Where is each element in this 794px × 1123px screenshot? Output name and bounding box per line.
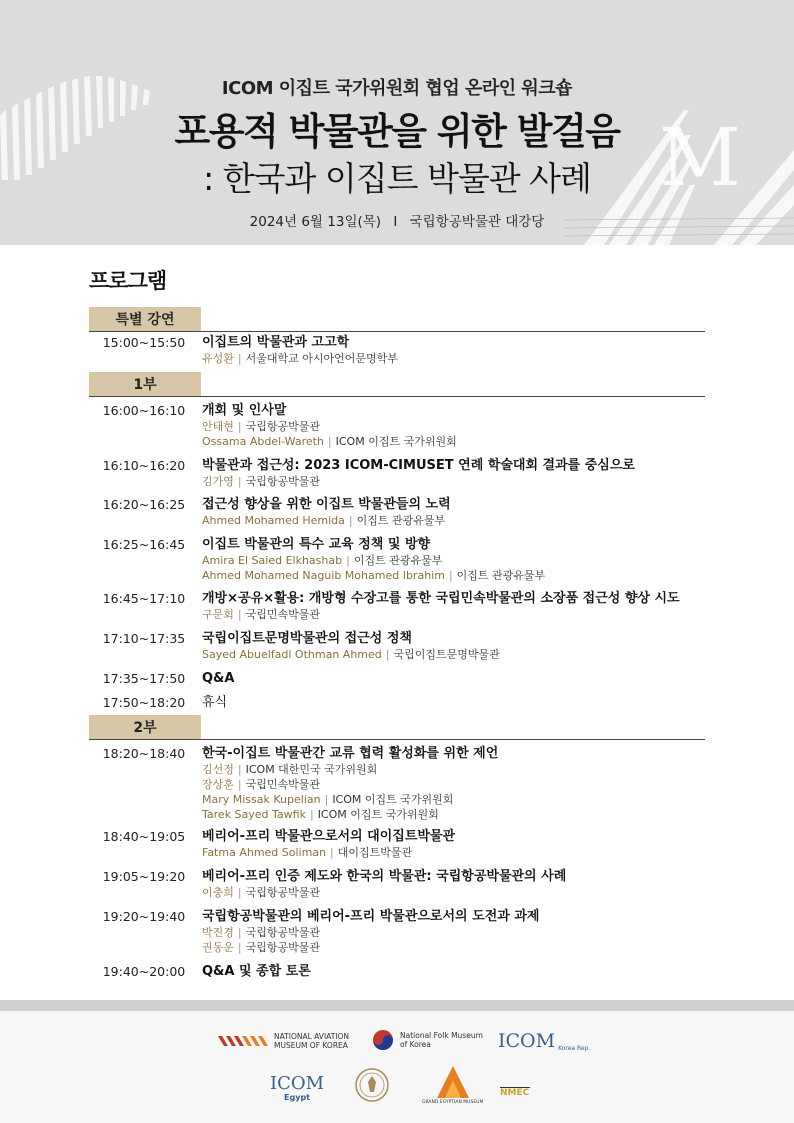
session-content (202, 694, 705, 711)
gem-triangle-icon (433, 1062, 473, 1100)
speaker-affiliation: 이집트 관광유물부 (356, 514, 446, 527)
speaker-name: 안태현 (202, 420, 234, 433)
session-content (202, 670, 705, 687)
session-content (202, 908, 705, 955)
session-title: 국립항공박물관의 베리어-프리 박물관으로서의 도전과 과제 (202, 909, 540, 924)
speaker-line (202, 568, 705, 583)
icom-korea-wordmark: ICOM (498, 1030, 556, 1052)
speaker-separator: | (237, 778, 242, 791)
section-part2-tab: 2부 (89, 715, 201, 739)
speaker-name: Ahmed Mohamed Hemida (202, 514, 345, 527)
session-time: 16:20~16:25 (102, 497, 186, 512)
session-time: 19:20~19:40 (102, 909, 186, 924)
session-time: 17:50~18:20 (102, 695, 186, 710)
footer-logos (0, 1000, 794, 1123)
speaker-line (202, 807, 705, 822)
speaker-name: 장상훈 (202, 778, 234, 791)
speaker-name: Mary Missak Kupelian (202, 793, 321, 806)
speaker-name: Amira El Saied Elkhashab (202, 554, 343, 567)
session-content (202, 402, 705, 449)
session-time: 19:40~20:00 (102, 964, 186, 979)
section-divider (89, 331, 705, 332)
speaker-separator: | (385, 648, 390, 661)
section-part1-tab: 1부 (89, 372, 201, 396)
session-content (202, 745, 705, 822)
speaker-affiliation: 국립항공박물관 (245, 926, 320, 939)
speaker-separator: | (237, 886, 242, 899)
session-title: 접근성 향상을 위한 이집트 박물관들의 노력 (202, 497, 451, 512)
page-subtitle: : 한국과 이집트 박물관 사례 (203, 159, 591, 198)
session-time: 17:35~17:50 (102, 671, 186, 686)
session-title: 개회 및 인사말 (202, 403, 287, 418)
session-content (202, 496, 705, 528)
session-content (202, 457, 705, 489)
session-title: Q&A 및 종합 토론 (202, 964, 311, 979)
speaker-name: 박진경 (202, 926, 234, 939)
speaker-affiliation: 국립민속박물관 (245, 778, 320, 791)
session-time: 16:10~16:20 (102, 458, 186, 473)
folk-museum-logo (372, 1029, 484, 1051)
speaker-line (202, 553, 705, 568)
section-divider (89, 396, 705, 397)
speaker-affiliation: ICOM 이집트 국가위원회 (335, 435, 457, 448)
session-content (202, 868, 705, 900)
nmec-logo (500, 1074, 530, 1098)
session-content (202, 334, 705, 366)
speaker-name: 구문회 (202, 608, 234, 621)
session-time: 17:10~17:35 (102, 631, 186, 646)
speaker-affiliation: ICOM 대한민국 국가위원회 (245, 763, 378, 776)
session-title: 휴식 (202, 695, 228, 710)
icom-egypt-logo (270, 1075, 324, 1102)
speaker-affiliation: 국립이집트문명박물관 (393, 648, 500, 661)
speaker-line (202, 607, 705, 622)
session-time: 16:45~17:10 (102, 591, 186, 606)
speaker-affiliation: 이집트 관광유물부 (353, 554, 443, 567)
session-title: 박물관과 접근성: 2023 ICOM-CIMUSET 연례 학술대회 결과를 중심으로 (202, 458, 635, 473)
session-time: 16:00~16:10 (102, 403, 186, 418)
speaker-affiliation: ICOM 이집트 국가위원회 (317, 808, 439, 821)
event-date-venue (0, 210, 794, 230)
speaker-line (202, 792, 705, 807)
speaker-name: 이충희 (202, 886, 234, 899)
session-title: 베리어-프리 인증 제도와 한국의 박물관: 국립항공박물관의 사례 (202, 869, 567, 884)
speaker-affiliation: 국립항공박물관 (245, 420, 320, 433)
speaker-line (202, 925, 705, 940)
gem-name: GRAND EGYPTIAN MUSEUM (422, 1100, 484, 1105)
seal-icon (355, 1068, 389, 1102)
speaker-separator: | (324, 793, 329, 806)
section-special-tab: 특별 강연 (89, 307, 201, 331)
speaker-affiliation: 국립항공박물관 (245, 941, 320, 954)
speaker-separator: | (309, 808, 314, 821)
gem-logo (422, 1062, 483, 1105)
nmec-arabic-mark (500, 1074, 530, 1088)
session-time: 19:05~19:20 (102, 869, 186, 884)
icom-egypt-sub: Egypt (284, 1093, 311, 1102)
session-title: 국립이집트문명박물관의 접근성 정책 (202, 631, 412, 646)
speaker-affiliation: 이집트 관광유물부 (456, 569, 546, 582)
speaker-line (202, 434, 705, 449)
session-content (202, 590, 705, 622)
speaker-line (202, 513, 705, 528)
speaker-name: 유성환 (202, 352, 234, 365)
event-venue: 국립항공박물관 대강당 (409, 214, 545, 230)
session-time: 18:20~18:40 (102, 746, 186, 761)
session-content (202, 536, 705, 583)
session-title: 베리어-프리 박물관으로서의 대이집트박물관 (202, 829, 456, 844)
session-title: 개방×공유×활용: 개방형 수장고를 통한 국립민속박물관의 소장품 접근성 향상 시도 (202, 591, 680, 606)
session-content (202, 828, 705, 860)
session-time: 16:25~16:45 (102, 537, 186, 552)
nmec-wordmark: NMEC (500, 1088, 530, 1098)
session-content (202, 630, 705, 662)
session-title: 이집트의 박물관과 고고학 (202, 335, 350, 350)
footer-bar (0, 1000, 794, 1011)
speaker-separator: | (448, 569, 453, 582)
speaker-name: Sayed Abuelfadl Othman Ahmed (202, 648, 382, 661)
speaker-name: 권동운 (202, 941, 234, 954)
speaker-separator: | (237, 352, 242, 365)
folk-museum-name: National Folk Museum of Korea (400, 1031, 483, 1049)
divider: I (393, 214, 398, 230)
speaker-name: Fatma Ahmed Soliman (202, 846, 327, 859)
program-heading: 프로그램 (89, 269, 167, 293)
speaker-name: 김선정 (202, 763, 234, 776)
speaker-line (202, 351, 705, 366)
session-time: 18:40~19:05 (102, 829, 186, 844)
speaker-affiliation: 국립항공박물관 (245, 475, 320, 488)
speaker-affiliation: 서울대학교 아시아언어문명학부 (245, 352, 398, 365)
speaker-name: Tarek Sayed Tawfik (202, 808, 306, 821)
speaker-affiliation: ICOM 이집트 국가위원회 (332, 793, 454, 806)
aviation-wing-icon (218, 1034, 270, 1048)
session-title: 이집트 박물관의 특수 교육 정책 및 방향 (202, 537, 431, 552)
session-content (202, 963, 705, 980)
speaker-line (202, 419, 705, 434)
speaker-separator: | (237, 420, 242, 433)
aviation-museum-logo (218, 1032, 364, 1050)
section-divider (89, 739, 705, 740)
taegeuk-icon (372, 1029, 394, 1051)
speaker-line (202, 777, 705, 792)
speaker-separator: | (237, 763, 242, 776)
speaker-separator: | (348, 514, 353, 527)
session-title: 한국-이집트 박물관간 교류 협력 활성화를 위한 제언 (202, 746, 499, 761)
speaker-affiliation: 국립민속박물관 (245, 608, 320, 621)
speaker-separator: | (327, 435, 332, 448)
speaker-separator: | (237, 926, 242, 939)
icom-korea-sub: Korea Rep. (558, 1044, 591, 1052)
speaker-name: Ossama Abdel-Wareth (202, 435, 324, 448)
speaker-name: 김가영 (202, 475, 234, 488)
speaker-line (202, 885, 705, 900)
speaker-affiliation: 대이집트박물관 (337, 846, 413, 859)
speaker-separator: | (330, 846, 334, 859)
icom-korea-logo (498, 1030, 590, 1052)
aviation-museum-name: NATIONAL AVIATION MUSEUM OF KOREA (274, 1032, 350, 1050)
egypt-ministry-seal (355, 1068, 389, 1102)
speaker-affiliation: 국립항공박물관 (245, 886, 320, 899)
header-banner (0, 0, 794, 245)
event-subtitle: ICOM 이집트 국가위원회 협업 온라인 워크숍 (221, 78, 573, 99)
svg-text:M: M (659, 111, 741, 204)
speaker-line (202, 762, 705, 777)
session-time: 15:00~15:50 (102, 335, 186, 350)
speaker-name: Ahmed Mohamed Naguib Mohamed Ibrahim (202, 569, 445, 582)
speaker-line (202, 647, 705, 662)
speaker-line (202, 474, 705, 489)
page-title: 포용적 박물관을 위한 발걸음 (174, 110, 620, 153)
session-title: Q&A (202, 671, 235, 686)
speaker-line (202, 845, 705, 860)
speaker-separator: | (237, 608, 242, 621)
icom-egypt-wordmark: ICOM (270, 1073, 325, 1094)
speaker-line (202, 940, 705, 955)
speaker-separator: | (237, 475, 242, 488)
speaker-separator: | (237, 941, 242, 954)
event-date: 2024년 6월 13일(목) (249, 214, 382, 230)
speaker-separator: | (346, 554, 350, 567)
